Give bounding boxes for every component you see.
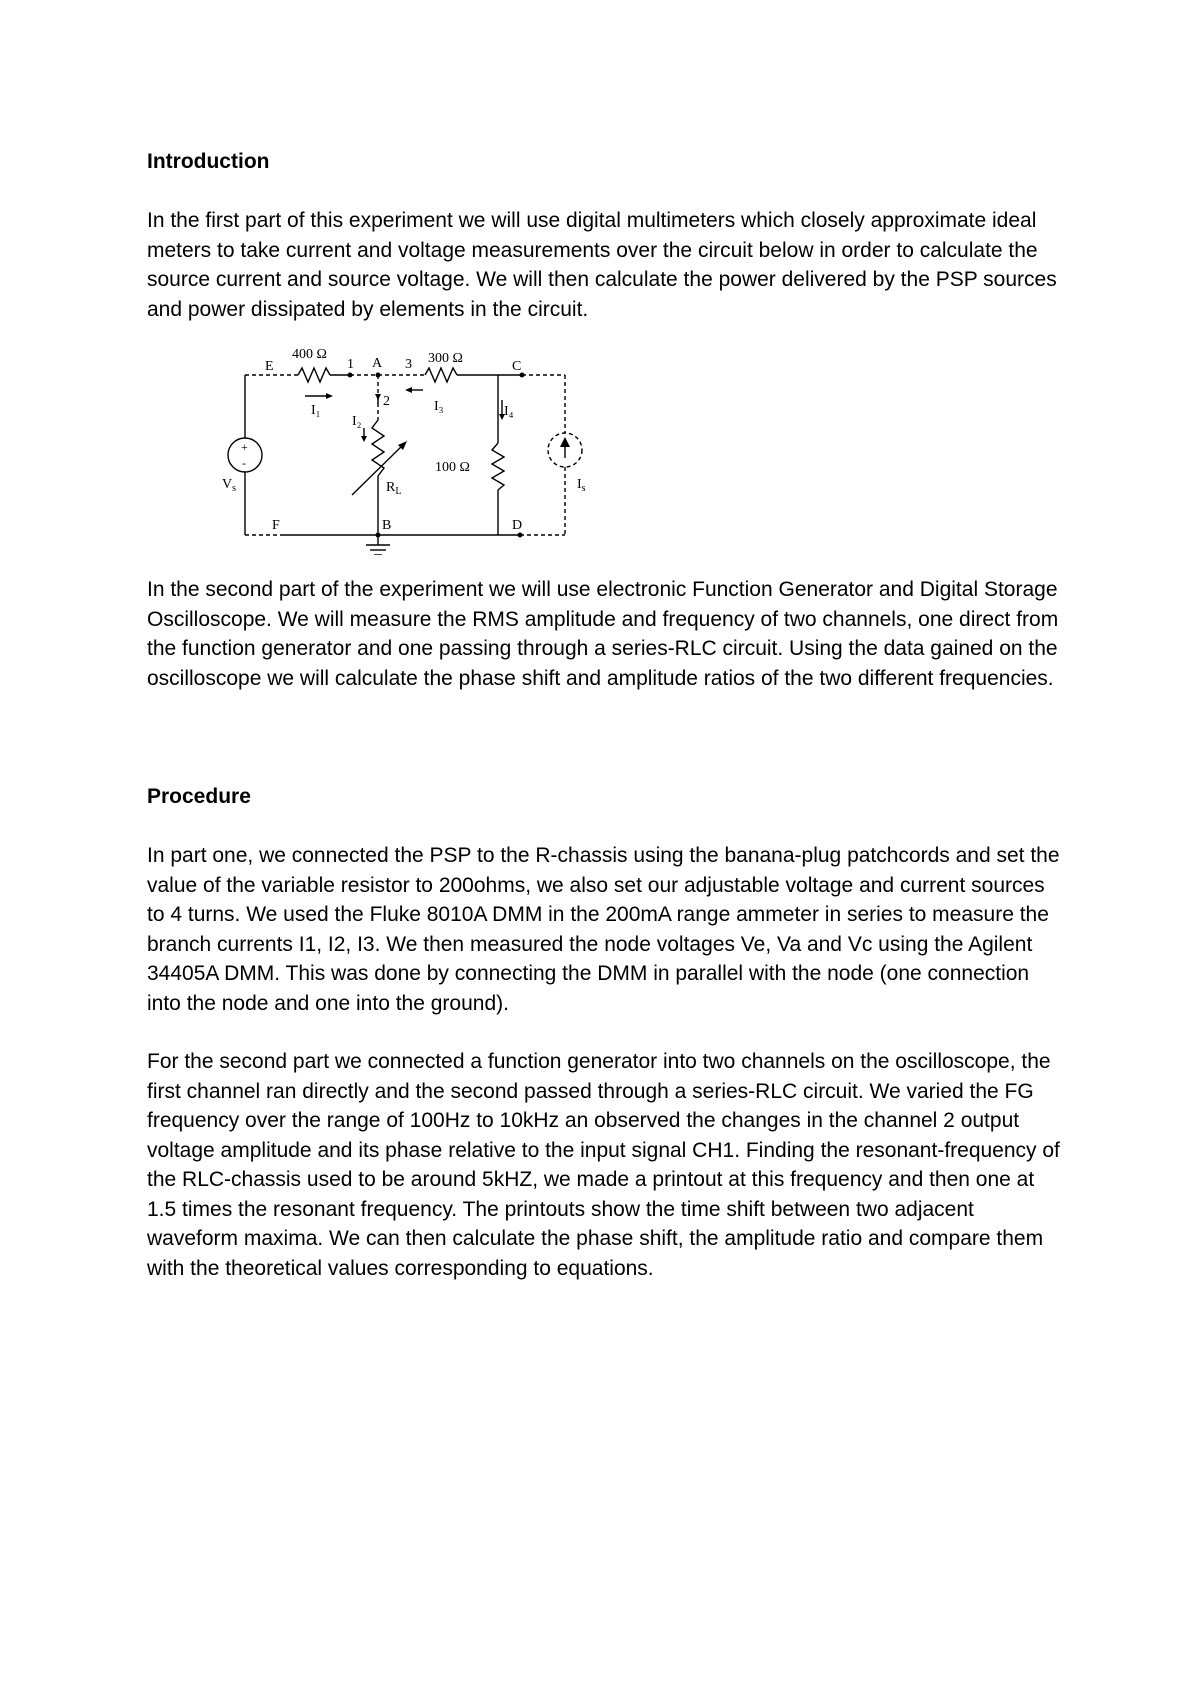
- procedure-paragraph-1: In part one, we connected the PSP to the R-chassis using the banana-plug patchcords and set the value of the variable resistor to 200ohms, we also set our adjustable voltage and current sources to 4 turns. We used the Fluke 8010A DMM in the 200mA range ammeter in series to measure the branch currents I1, I2, I3. We then measured the node voltages Ve, Va and Vc using the Agilent 34405A DMM. This was done by connecting the DMM in parallel with the node (one connection into the node and one into the ground).: [147, 844, 1060, 1015]
- i1-label: I₁: [311, 403, 321, 418]
- procedure-heading: Procedure: [147, 785, 251, 808]
- vs-label: $V_s$: [222, 477, 237, 494]
- source-plus: +: [241, 440, 248, 454]
- i4-label: I₄: [504, 404, 514, 419]
- node-a: A: [372, 356, 383, 371]
- node-f: F: [272, 518, 280, 533]
- r3-label: 300 Ω: [428, 351, 463, 366]
- branch-3-label: 3: [405, 357, 412, 372]
- procedure-paragraph-2: For the second part we connected a function generator into two channels on the oscilloscope, the first channel ran directly and the second passed through a series-RLC circuit. We varied the FG frequency over the range of 100Hz to 10kHz an observed the changes in the channel 2 output voltage amplitude and its phase relative to the input signal CH1. Finding the resonant-frequency of the RLC-chassis used to be around 5kHZ, we made a printout at this frequency and then one at 1.5 times the resonant frequency. The printouts show the time shift between two adjacent waveform maxima. We can then calculate the phase shift, the amplitude ratio and compare them with the theoretical values corresponding to equations.: [147, 1050, 1060, 1280]
- is-label: $I_s$: [577, 477, 586, 494]
- resistor-100: [492, 443, 504, 490]
- source-minus: -: [242, 456, 246, 470]
- branch-2-label: 2: [383, 394, 390, 409]
- node-e: E: [265, 359, 274, 374]
- part-two-paragraph: In the second part of the experiment we will use electronic Function Generator and Digital Storage Oscilloscope. We will measure the RMS amplitude and frequency of two channels, one direct from the function generator and one passing through a series-RLC circuit. Using the data gained on the oscilloscope we will calculate the phase shift and amplitude ratios of the two different frequencies.: [147, 578, 1059, 690]
- introduction-heading: Introduction: [147, 150, 270, 173]
- node-b: B: [382, 518, 392, 533]
- i2-label: I₂: [352, 414, 362, 429]
- r1-label: 400 Ω: [292, 347, 327, 362]
- rl-label: $R_L$: [386, 480, 402, 497]
- branch-1-label: 1: [347, 357, 354, 372]
- node-c: C: [512, 359, 522, 374]
- r4-label: 100 Ω: [435, 460, 470, 475]
- i3-label: I₃: [434, 399, 444, 414]
- node-d: D: [512, 518, 523, 533]
- variable-resistor-rl: [372, 420, 384, 476]
- resistor-400: [298, 368, 330, 382]
- circuit-diagram: [210, 335, 590, 555]
- resistor-300: [425, 368, 457, 382]
- introduction-paragraph: In the first part of this experiment we will use digital multimeters which closely approximate ideal meters to take current and voltage measurements over the circuit below in order to calculate the source current and source voltage. We will then calculate the power delivered by the PSP sources and power dissipated by elements in the circuit.: [147, 209, 1057, 321]
